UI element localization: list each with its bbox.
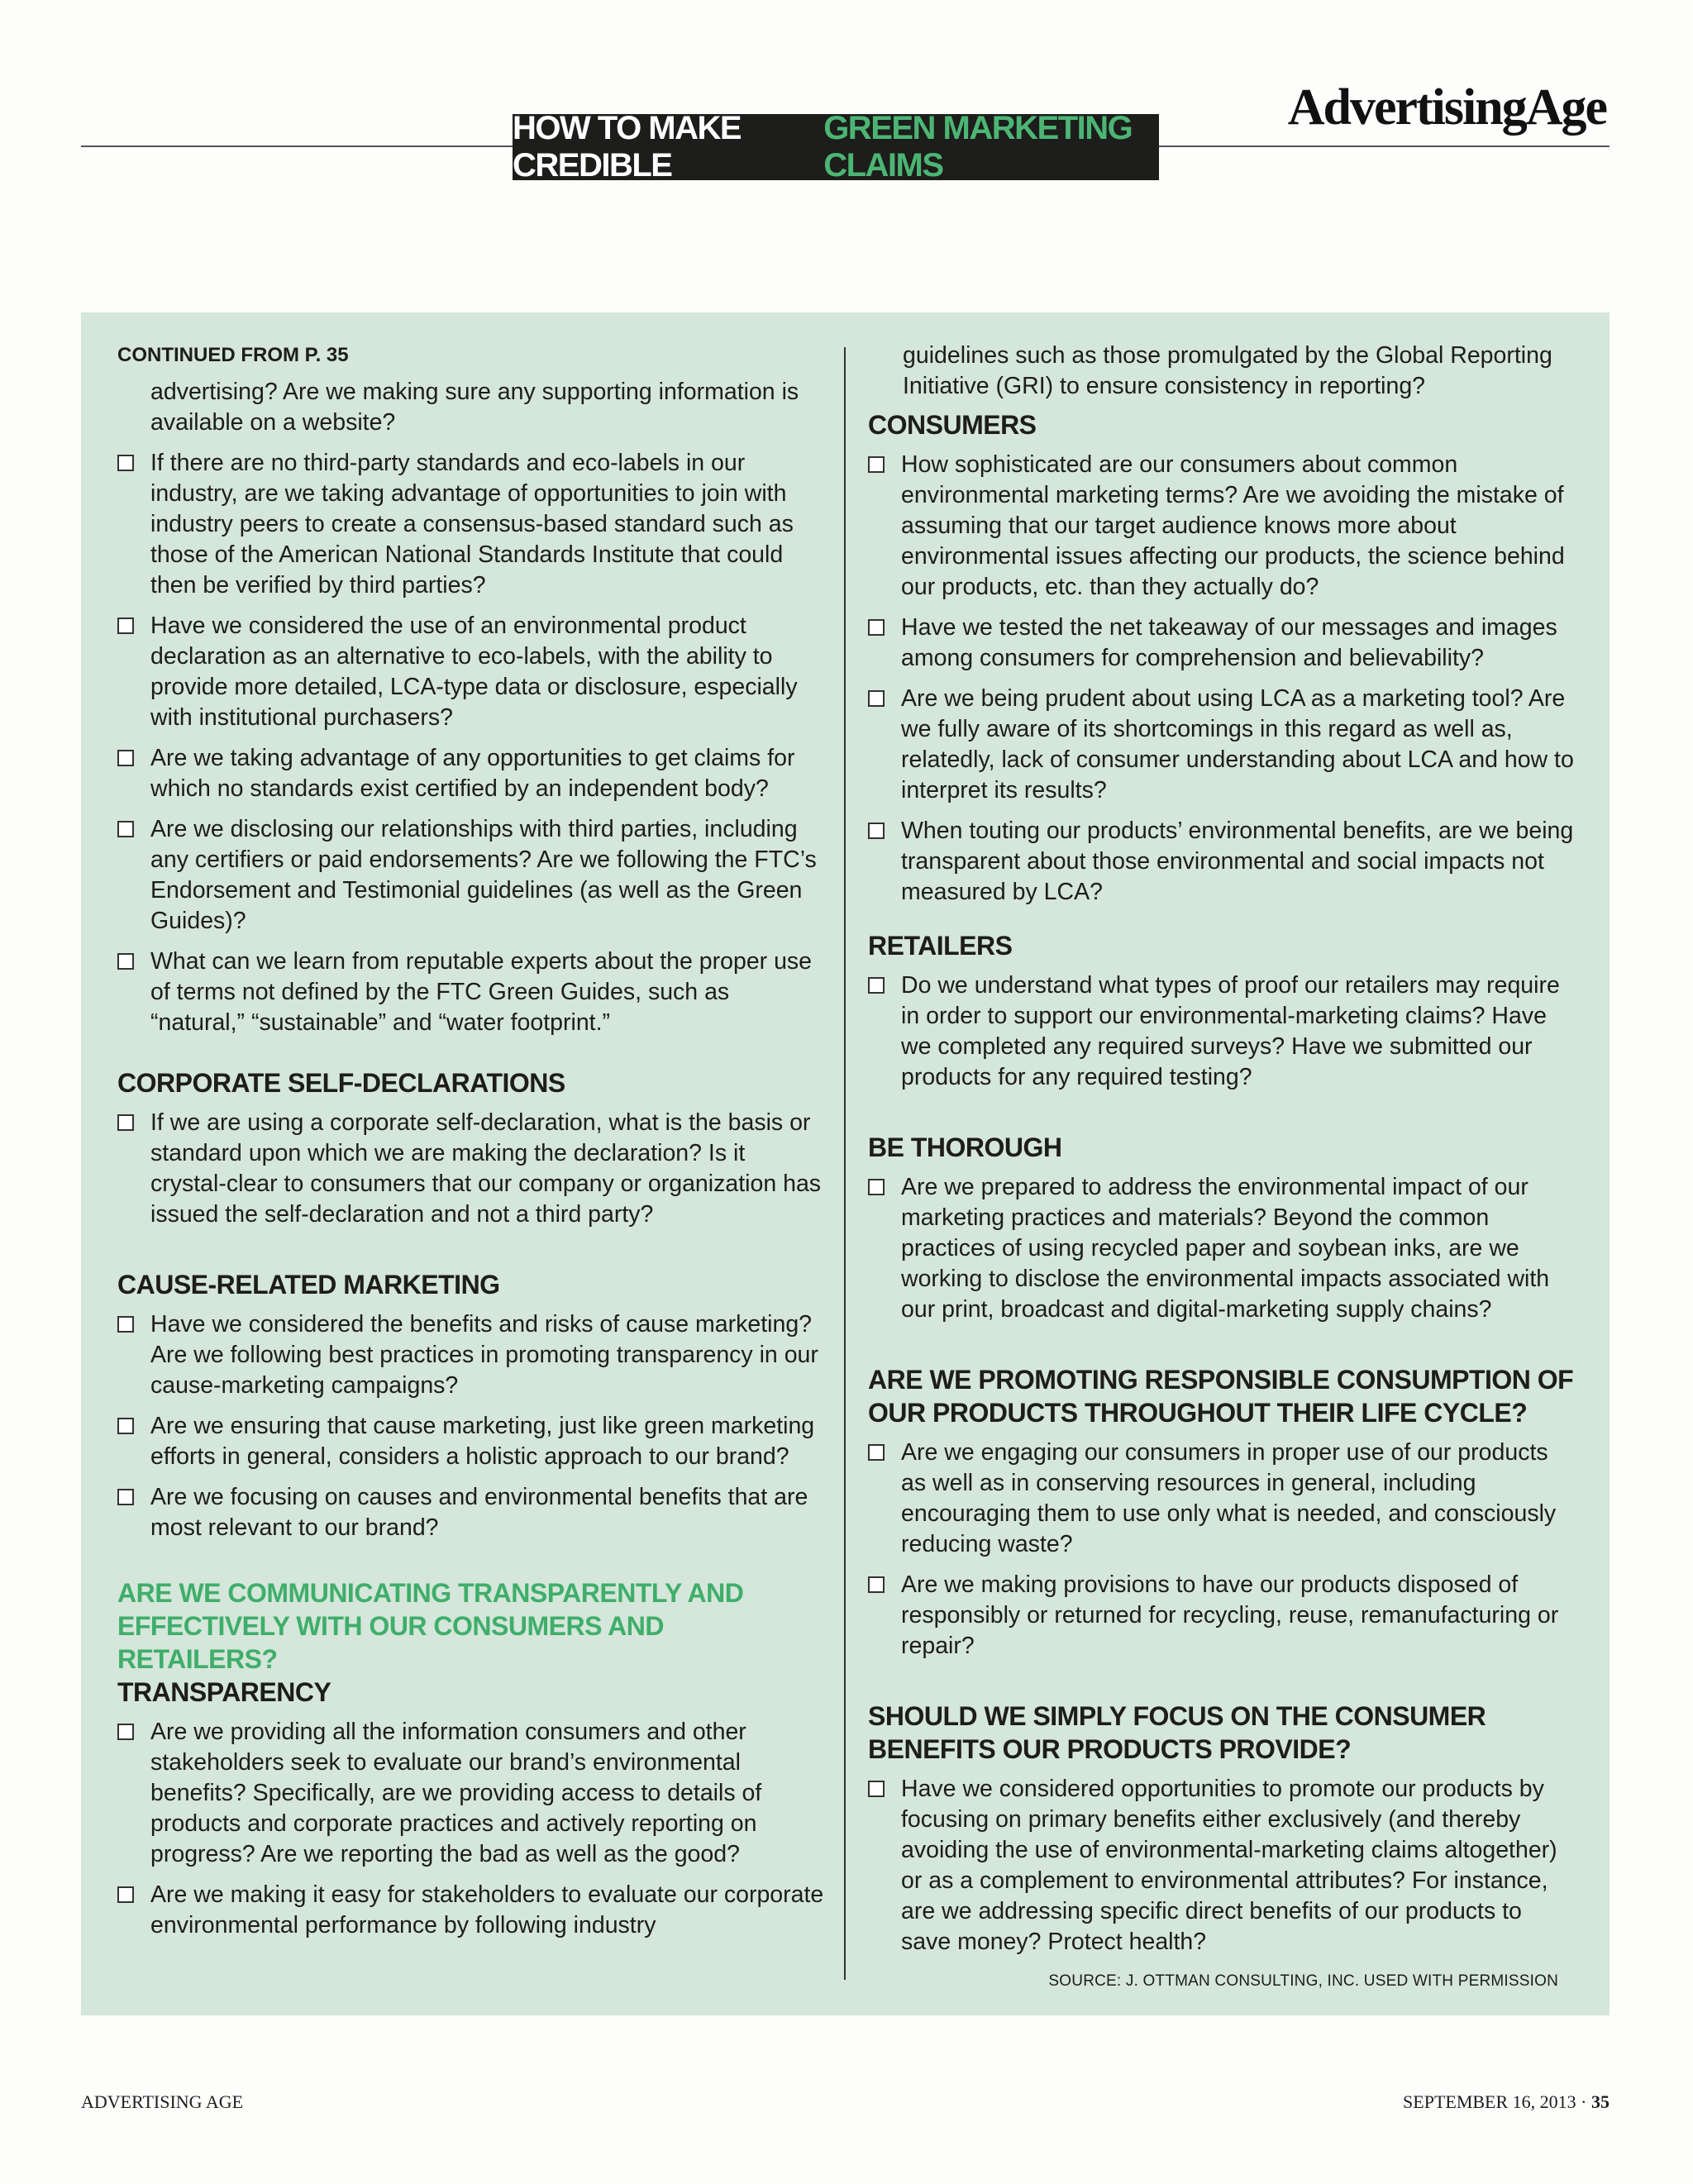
checklist-group-consumption: [868, 1438, 1575, 1662]
masthead-logo: AdvertisingAge: [1287, 79, 1606, 136]
heading-cause-related-marketing: CAUSE-RELATED MARKETING: [117, 1270, 500, 1299]
checklist-item: [117, 743, 824, 804]
checklist-item-text: Have we considered opportunities to promote our products by focusing on primary benefits either exclusively (and thereby avoiding the use of environmental-marketing claims altogether) or as a complement to environmental attributes? For instance, are we addressing specific direct benefits of our products to save money? Protect health?: [901, 1776, 1557, 1955]
checkbox[interactable]: [868, 1781, 885, 1797]
intro-paragraph: advertising? Are we making sure any supporting information is available on a website?: [150, 379, 799, 436]
checklist-item-text: Are we engaging our consumers in proper use of our products as well as in conserving resources in general, including encouraging them to use only what is needed, and consciously reducing waste?: [901, 1439, 1557, 1557]
checklist-item: [117, 448, 824, 601]
footer-page-number: 35: [1591, 2091, 1610, 2112]
checklist-item-text: Are we making it easy for stakeholders to evaluate our corporate environmental performance by following industry: [150, 1881, 824, 1938]
title-part-1: HOW TO MAKE CREDIBLE: [513, 110, 742, 184]
checkbox[interactable]: [117, 1316, 134, 1333]
column-divider: [844, 347, 846, 1980]
checklist-item-text: When touting our products’ environmental benefits, are we being transparent about those environmental and social impacts not measured by LCA?: [901, 818, 1574, 905]
checklist-item-text: Are we making provisions to have our products disposed of responsibly or returned for recycling, reuse, remanufacturing or repair?: [901, 1571, 1559, 1659]
checklist-group-transparency: [117, 1717, 824, 1941]
checklist-item-text: Have we considered the use of an environmental product declaration as an alternative to eco-labels, with the ability to provide more detailed, LCA-type data or disclosure, especially with institutional purchasers?: [150, 613, 798, 731]
checkbox[interactable]: [868, 690, 885, 707]
checklist-item-text: Are we focusing on causes and environmental benefits that are most relevant to our brand?: [150, 1484, 808, 1541]
checklist-group-thorough: [868, 1172, 1575, 1325]
checkbox[interactable]: [117, 455, 134, 471]
checklist-item: [117, 1880, 824, 1941]
checklist-item: [868, 1774, 1575, 1957]
checklist-group-corporate: [117, 1108, 824, 1230]
checklist-item-text: Have we considered the benefits and risks of cause marketing? Are we following best practices in promoting transparency in our cause-marketing campaigns?: [150, 1311, 818, 1399]
checkbox[interactable]: [117, 821, 134, 837]
checklist-item: [868, 684, 1575, 806]
checklist-item-text: Are we being prudent about using LCA as a marketing tool? Are we fully aware of its shortcomings in this regard as well as, relatedly, lack of consumer understanding about LCA and how to interpret its results?: [901, 685, 1574, 804]
checklist-item-text: Are we taking advantage of any opportunities to get claims for which no standards exist certified by an independent body?: [150, 745, 795, 802]
heading-responsible-consumption: ARE WE PROMOTING RESPONSIBLE CONSUMPTION OF OUR PRODUCTS THROUGHOUT THEIR LIFE CYCLE?: [868, 1365, 1574, 1428]
checklist-item-text: Are we disclosing our relationships with third parties, including any certifiers or paid endorsements? Are we following the FTC’s Endorsement and Testimonial guidelines (as well as the Green Guides)?: [150, 816, 817, 934]
checkbox[interactable]: [117, 1114, 134, 1131]
heading-communicating: ARE WE COMMUNICATING TRANSPARENTLY AND EFFECTIVELY WITH OUR CONSUMERS AND RETAILERS?: [117, 1578, 744, 1674]
footer-date-page: [1403, 2091, 1610, 2113]
checklist-group-benefits: [868, 1774, 1575, 1957]
checklist-item-text: Are we prepared to address the environmental impact of our marketing practices and materials? Beyond the common practices of using recycled paper and soybean inks, are we working to disclose the environmental impacts associated with our print, broadcast and digital-marketing supply chains?: [901, 1174, 1550, 1323]
checklist-item: [117, 947, 824, 1038]
checklist-item: [868, 1172, 1575, 1325]
checklist-item-text: How sophisticated are our consumers about common environmental marketing terms? Are we avoiding the mistake of assuming that our target audience knows more about environmental issues affecting our products, the science behind our products, etc. than they actually do?: [901, 451, 1565, 600]
checklist-item: [117, 814, 824, 937]
checkbox[interactable]: [117, 1886, 134, 1903]
source-credit: SOURCE: J. OTTMAN CONSULTING, INC. USED WITH PERMISSION: [1048, 1972, 1558, 1990]
heading-consumer-benefits: SHOULD WE SIMPLY FOCUS ON THE CONSUMER BENEFITS OUR PRODUCTS PROVIDE?: [868, 1701, 1486, 1764]
continued-label: CONTINUED FROM P. 35: [117, 344, 349, 366]
checklist-item-text: If there are no third-party standards and eco-labels in our industry, are we taking advantage of opportunities to join with industry peers to create a consensus-based standard such as those of the American National Standards Institute that could then be verified by third parties?: [150, 450, 794, 598]
title-part-2: GREEN MARKETING CLAIMS: [823, 110, 1133, 184]
right-intro-paragraph: guidelines such as those promulgated by the Global Reporting Initiative (GRI) to ensure consistency in reporting?: [903, 342, 1552, 399]
checklist-item: [868, 1570, 1575, 1662]
header-rule-right: [1159, 145, 1610, 147]
checklist-group-cause: [117, 1309, 824, 1543]
checklist-item-text: What can we learn from reputable experts about the proper use of terms not defined by the FTC Green Guides, such as “natural,” “sustainable” and “water footprint.”: [150, 948, 813, 1036]
checkbox[interactable]: [117, 1724, 134, 1740]
checkbox[interactable]: [868, 456, 885, 473]
checklist-item: [117, 611, 824, 733]
heading-consumers: CONSUMERS: [868, 410, 1037, 440]
checkbox[interactable]: [868, 977, 885, 994]
checkbox[interactable]: [117, 953, 134, 970]
checklist-item: [868, 816, 1575, 908]
footer-date: SEPTEMBER 16, 2013 ·: [1403, 2091, 1587, 2112]
checklist-item: [868, 613, 1575, 674]
checklist-group-consumers: [868, 450, 1575, 908]
checklist-item-text: If we are using a corporate self-declaration, what is the basis or standard upon which we are making the declaration? Is it crystal-clear to consumers that our company or organization has issued the self-declaration and not a third party?: [150, 1109, 822, 1228]
checklist-item: [868, 450, 1575, 603]
checklist-item: [117, 1717, 824, 1870]
checklist-item: [117, 1309, 824, 1401]
checklist-item-text: Do we understand what types of proof our retailers may require in order to support our environmental-marketing claims? Have we completed any required surveys? Have we submitted our products for any required testing?: [901, 972, 1560, 1090]
checkbox[interactable]: [868, 1444, 885, 1461]
checklist-item: [868, 1438, 1575, 1560]
checkbox[interactable]: [868, 823, 885, 839]
header-rule-left: [81, 145, 514, 147]
footer-publication: ADVERTISING AGE: [81, 2091, 244, 2112]
checkbox[interactable]: [117, 1418, 134, 1434]
checkbox[interactable]: [868, 1179, 885, 1195]
checklist-group-retailers: [868, 970, 1575, 1093]
heading-corporate-self-declarations: CORPORATE SELF-DECLARATIONS: [117, 1068, 565, 1098]
heading-retailers: RETAILERS: [868, 931, 1013, 961]
left-column: [117, 341, 824, 1951]
checkbox[interactable]: [868, 619, 885, 636]
checkbox[interactable]: [117, 750, 134, 766]
checklist-item: [117, 1482, 824, 1543]
article-title-bar: [513, 110, 1159, 184]
checklist-group-standards: [117, 448, 824, 1038]
checkbox[interactable]: [117, 1489, 134, 1505]
checklist-item: [117, 1108, 824, 1230]
checkbox[interactable]: [868, 1576, 885, 1593]
checklist-item: [117, 1411, 824, 1472]
right-column: [868, 341, 1575, 1991]
heading-be-thorough: BE THOROUGH: [868, 1133, 1062, 1162]
checklist-item-text: Are we ensuring that cause marketing, just like green marketing efforts in general, considers a holistic approach to our brand?: [150, 1413, 815, 1470]
checklist-item-text: Have we tested the net takeaway of our messages and images among consumers for comprehension and believability?: [901, 614, 1557, 671]
heading-transparency: TRANSPARENCY: [117, 1677, 331, 1707]
checklist-item-text: Are we providing all the information consumers and other stakeholders seek to evaluate our brand’s environmental benefits? Specifically, are we providing access to details of products and corporate practices and actively reporting on progress? Are we reporting the bad as well as the good?: [150, 1719, 762, 1867]
checkbox[interactable]: [117, 618, 134, 634]
checklist-item: [868, 970, 1575, 1093]
